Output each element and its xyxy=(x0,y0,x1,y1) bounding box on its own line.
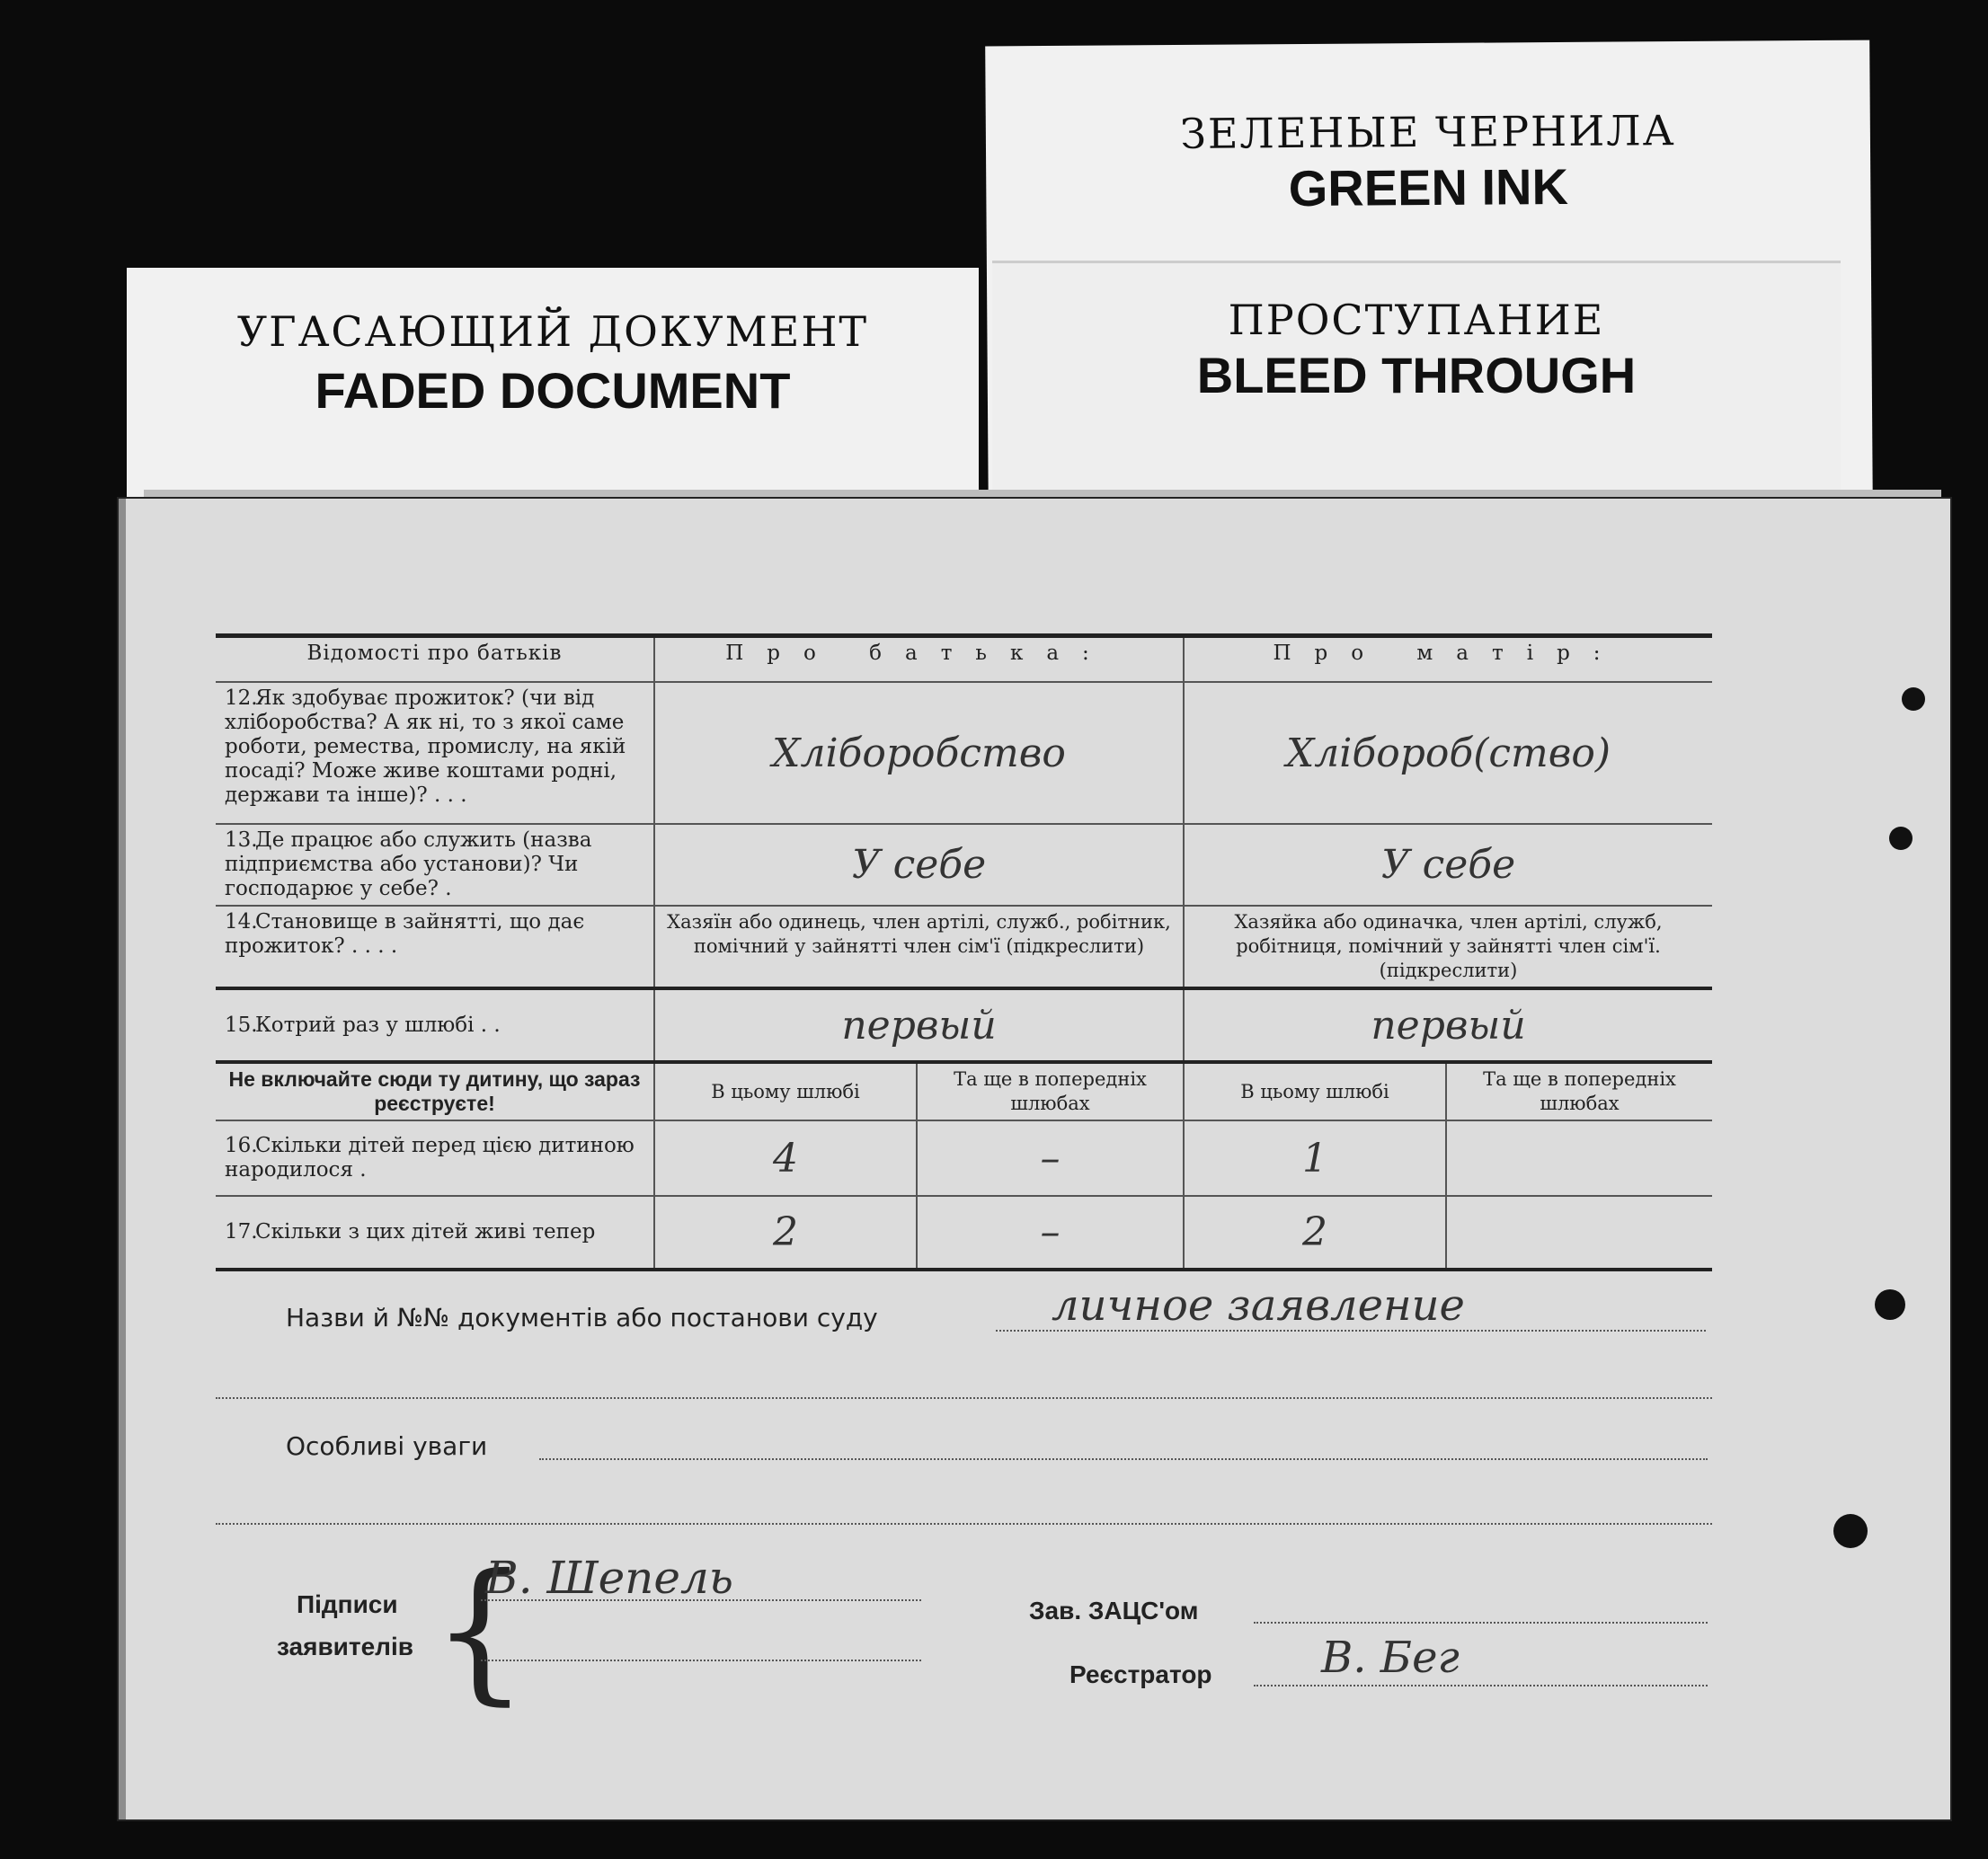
q16-father-prev: – xyxy=(917,1120,1184,1196)
father-marriage-count-value: первый xyxy=(654,988,1184,1062)
signatures-label-line2: заявителів xyxy=(277,1633,413,1660)
card-en-text: BLEED THROUGH xyxy=(1196,347,1637,403)
q17-mother-prev xyxy=(1446,1196,1712,1270)
note-exclude-child: Не включайте сюди ту дитину, що зараз реєструєте! xyxy=(216,1062,654,1120)
binding-hole xyxy=(1889,827,1913,850)
father-livelihood-value: Хліборобство xyxy=(654,682,1184,824)
head-of-registry-label: Зав. ЗАЦС'ом xyxy=(1029,1597,1199,1624)
q17-father-this: 2 xyxy=(654,1196,917,1270)
question-16: 16.Скільки дітей перед цією дитиною народилося . xyxy=(216,1120,654,1196)
documents-label: Назви й №№ документів або постанови суду xyxy=(286,1303,878,1332)
card-ru-text: ПРОСТУПАНИЕ xyxy=(1228,296,1605,344)
binding-hole xyxy=(1902,687,1925,711)
header-father: Про батька: xyxy=(654,636,1184,683)
q16-father-this: 4 xyxy=(654,1120,917,1196)
registrar-signature-line xyxy=(1254,1685,1708,1686)
mother-marriage-count-value: первый xyxy=(1184,988,1712,1062)
mother-position-options: Хазяйка або одиначка, член артілі, служб, робітниця, помічний у зайнятті член сім'ї. (підкреслити) xyxy=(1184,906,1712,988)
father-position-options: Хазяїн або одинець, член артілі, служб., робітник, помічний у зайнятті член сім'ї (підкреслити) xyxy=(654,906,1184,988)
q17-father-prev: – xyxy=(917,1196,1184,1270)
q16-mother-this: 1 xyxy=(1184,1120,1446,1196)
question-13: 13.Де працює або служить (назва підприємства або установи)? Чи господарює у себе? . xyxy=(216,824,654,906)
mother-livelihood-value: Хлібороб(ство) xyxy=(1184,682,1712,824)
father-workplace-value: У себе xyxy=(654,824,1184,906)
remarks-line xyxy=(539,1458,1708,1460)
registrar-label: Реєстратор xyxy=(1069,1660,1212,1688)
registrar-signature: В. Бег xyxy=(1321,1633,1460,1683)
card-en-text: GREEN INK xyxy=(1288,157,1569,217)
question-12: 12.Як здобуває прожиток? (чи від хліборобства? А як ні, то з якої саме роботи, ремества, промислу, на якій посаді? Може живе коштами родні, держави та інше)? . . . xyxy=(216,682,654,824)
remarks-label: Особливі уваги xyxy=(286,1431,488,1461)
remarks-line-2 xyxy=(216,1523,1712,1525)
signature-line-2 xyxy=(481,1660,921,1661)
q17-mother-this: 2 xyxy=(1184,1196,1446,1270)
signatures-brace: { xyxy=(431,1542,529,1720)
documents-value: личное заявление xyxy=(1052,1280,1465,1331)
applicant-signature: В. Шепель xyxy=(485,1552,734,1604)
head-signature-line xyxy=(1254,1622,1708,1624)
subheader-father-prev: Та ще в попередніх шлюбах xyxy=(917,1062,1184,1120)
documents-line-2 xyxy=(216,1397,1712,1399)
table-row xyxy=(216,988,1712,1062)
label-card-bleed-through xyxy=(992,261,1841,524)
table-row xyxy=(216,906,1712,988)
mother-workplace-value: У себе xyxy=(1184,824,1712,906)
header-parents-info: Відомості про батьків xyxy=(216,636,654,683)
card-ru-text: УГАСАЮЩИЙ ДОКУМЕНТ xyxy=(236,307,869,356)
table-subheader-row xyxy=(216,1062,1712,1120)
table-header-row xyxy=(216,636,1712,683)
subheader-father-this: В цьому шлюбі xyxy=(654,1062,917,1120)
question-17: 17.Скільки з цих дітей живі тепер xyxy=(216,1196,654,1270)
header-mother: Про матір: xyxy=(1184,636,1712,683)
q16-mother-prev xyxy=(1446,1120,1712,1196)
question-15: 15.Котрий раз у шлюбі . . xyxy=(216,988,654,1062)
binding-hole xyxy=(1833,1514,1868,1548)
table-row xyxy=(216,824,1712,906)
subheader-mother-this: В цьому шлюбі xyxy=(1184,1062,1446,1120)
label-card-faded-document xyxy=(127,268,979,512)
binding-hole xyxy=(1875,1289,1905,1320)
subheader-mother-prev: Та ще в попередніх шлюбах xyxy=(1446,1062,1712,1120)
table-row xyxy=(216,1120,1712,1196)
document-page xyxy=(119,499,1950,1819)
card-en-text: FADED DOCUMENT xyxy=(315,362,791,419)
table-row xyxy=(216,1196,1712,1270)
question-14: 14.Становище в зайнятті, що дає прожиток? . . . . xyxy=(216,906,654,988)
signatures-label-line1: Підписи xyxy=(297,1590,398,1618)
parents-info-table xyxy=(216,633,1712,1271)
table-row xyxy=(216,682,1712,824)
card-ru-text: ЗЕЛЕНЫЕ ЧЕРНИЛА xyxy=(1180,106,1676,158)
